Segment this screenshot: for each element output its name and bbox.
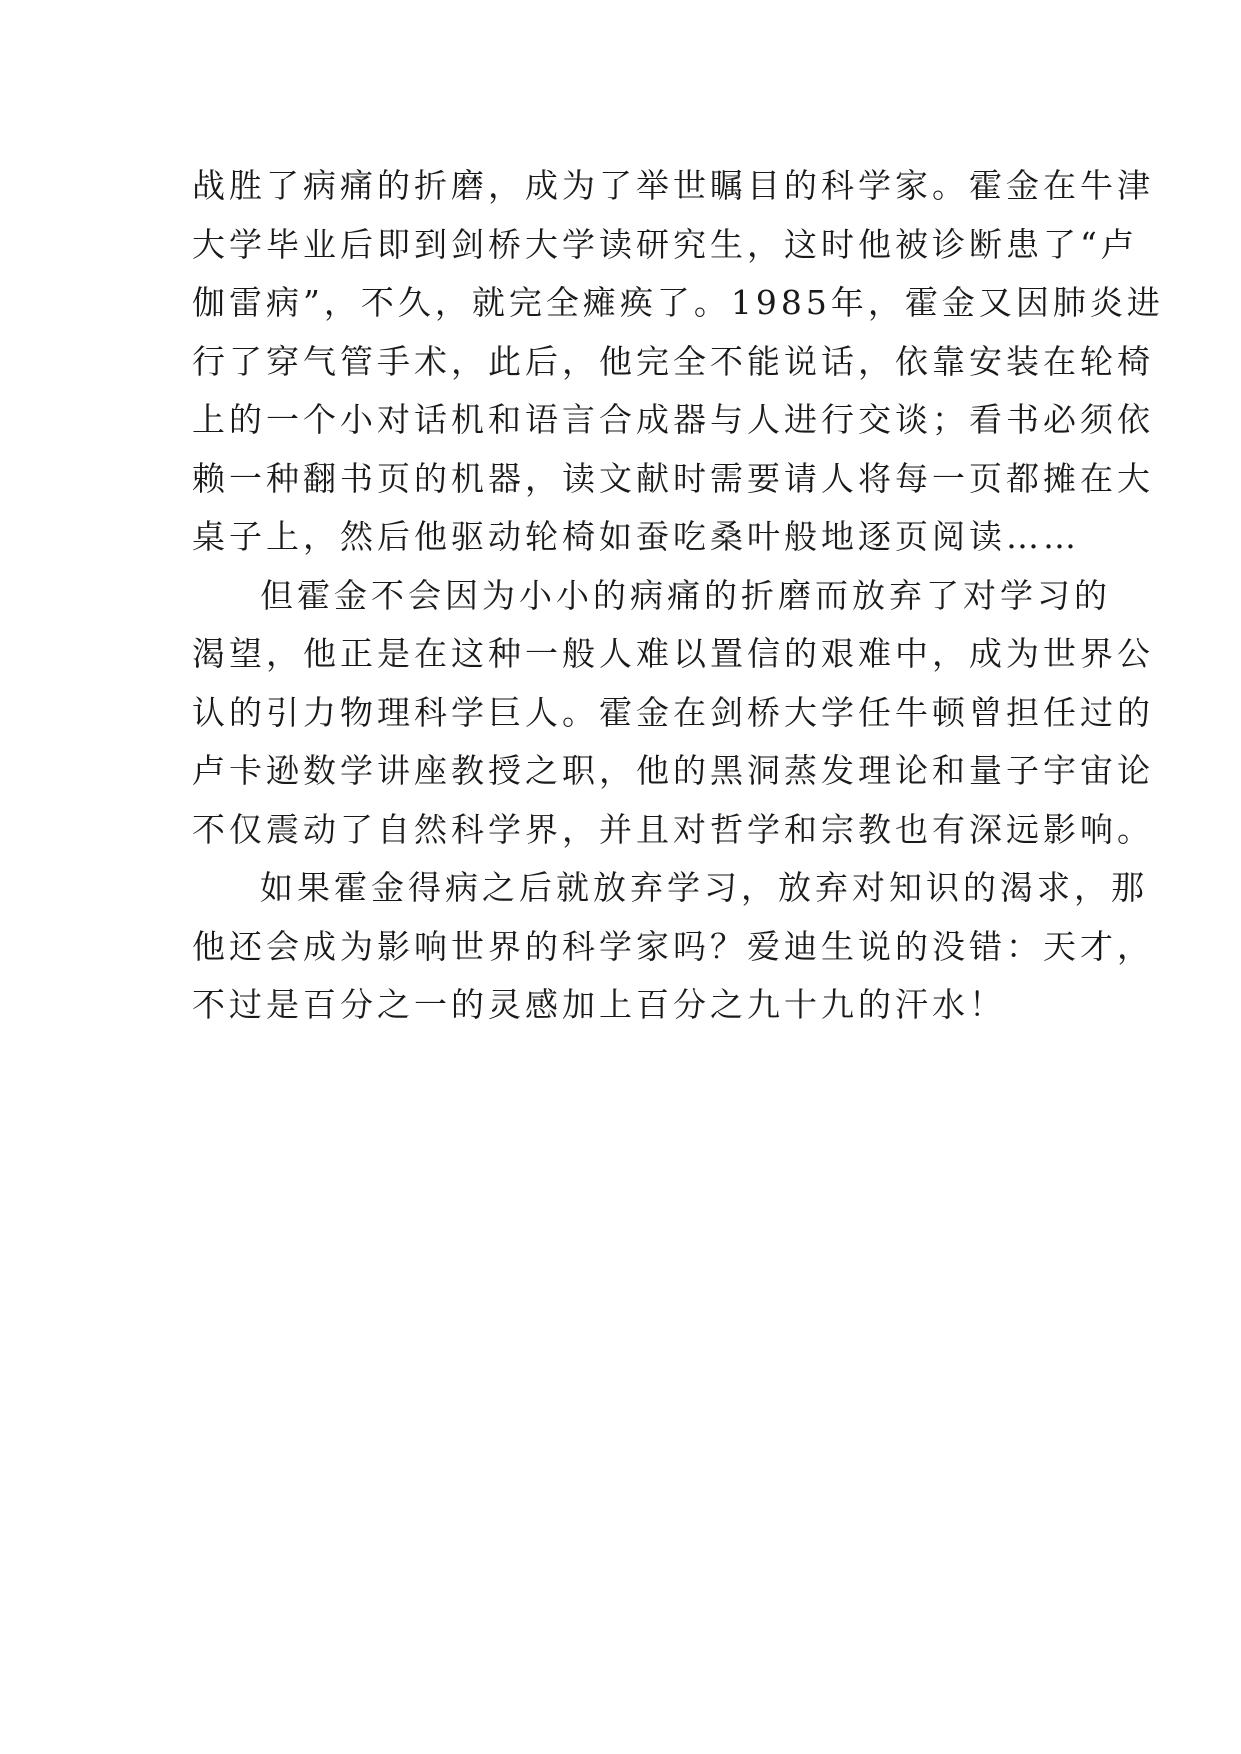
- paragraph-1: [192, 157, 1164, 567]
- text-line: 伽雷病”，不久，就完全瘫痪了。1985年，霍金又因肺炎进: [192, 283, 1164, 322]
- text-line: 行了穿气管手术，此后，他完全不能说话，依靠安装在轮椅: [192, 341, 1154, 381]
- text-line: 认的引力物理科学巨人。霍金在剑桥大学任牛顿曾担任过的: [192, 692, 1154, 732]
- body-text: [192, 157, 1164, 1035]
- text-line: 他还会成为影响世界的科学家吗？爱迪生说的没错：天才，: [192, 926, 1154, 966]
- text-line: 赖一种翻书页的机器，读文献时需要请人将每一页都摊在大: [192, 458, 1154, 498]
- text-line: 渴望，他正是在这种一般人难以置信的艰难中，成为世界公: [192, 634, 1154, 673]
- text-line: 不过是百分之一的灵感加上百分之九十九的汗水！: [192, 985, 1006, 1024]
- text-line: 大学毕业后即到剑桥大学读研究生，这时他被诊断患了“卢: [192, 224, 1138, 264]
- text-line: 不仅震动了自然科学界，并且对哲学和宗教也有深远影响。: [192, 809, 1154, 849]
- text-line: 上的一个小对话机和语言合成器与人进行交谈；看书必须依: [192, 400, 1154, 439]
- text-line: 战胜了病痛的折磨，成为了举世瞩目的科学家。霍金在牛津: [192, 166, 1154, 205]
- text-line: 卢卡逊数学讲座教授之职，他的黑洞蒸发理论和量子宇宙论: [192, 751, 1154, 790]
- text-line: 但霍金不会因为小小的病痛的折磨而放弃了对学习的: [260, 575, 1111, 615]
- paragraph-2: [192, 567, 1154, 860]
- text-line: 桌子上，然后他驱动轮椅如蚕吃桑叶般地逐页阅读……: [192, 517, 1080, 556]
- text-line: 如果霍金得病之后就放弃学习，放弃对知识的渴求，那: [260, 868, 1148, 907]
- paragraph-3: [192, 859, 1154, 1035]
